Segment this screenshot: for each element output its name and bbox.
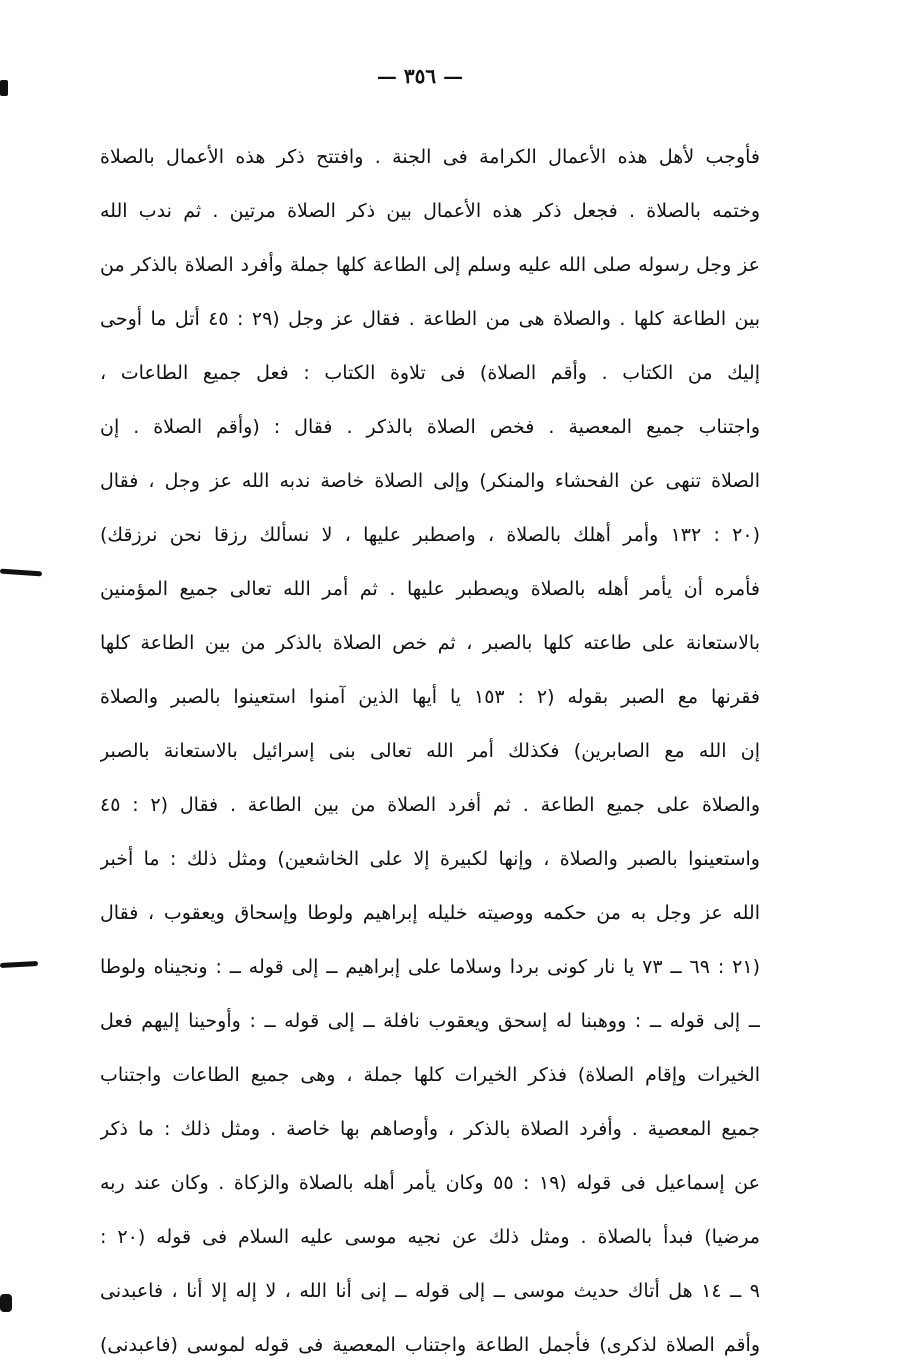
text-line: وختمه بالصلاة . فجعل ذكر هذه الأعمال بين ذكر الصلاة مرتين . ثم ندب الله	[100, 200, 760, 222]
text-line: فقرنها مع الصبر بقوله (٢ : ١٥٣ يا أيها الذين آمنوا استعينوا بالصبر والصلاة	[100, 686, 760, 708]
text-line: عن إسماعيل فى قوله (١٩ : ٥٥ وكان يأمر أهله بالصلاة والزكاة . وكان عند ربه	[100, 1172, 760, 1194]
text-line: جميع المعصية . وأفرد الصلاة بالذكر ، وأوصاهم بها خاصة . ومثل ذلك : ما ذكر	[100, 1118, 760, 1140]
text-line: (٢٠ : ١٣٢ وأمر أهلك بالصلاة ، واصطبر عليها ، لا نسألك رزقا نحن نرزقك)	[100, 524, 760, 546]
text-line: إن الله مع الصابرين) فكذلك أمر الله تعالى بنى إسرائيل بالاستعانة بالصبر	[100, 740, 760, 762]
page-number: — ٣٥٦ —	[376, 64, 464, 88]
text-line: إليك من الكتاب . وأقم الصلاة) فى تلاوة الكتاب : فعل جميع الطاعات ،	[100, 362, 760, 384]
text-line: واجتناب جميع المعصية . فخص الصلاة بالذكر . فقال : (وأقم الصلاة . إن	[100, 416, 760, 438]
scan-edge-mark	[0, 569, 42, 577]
text-line: ٩ ــ ١٤ هل أتاك حديث موسى ــ إلى قوله ــ إنى أنا الله ، لا إله إلا أنا ، فاعبدنى	[100, 1280, 760, 1302]
text-line: الصلاة تنهى عن الفحشاء والمنكر) وإلى الصلاة خاصة ندبه الله عز وجل ، فقال	[100, 470, 760, 492]
text-line: مرضيا) فبدأ بالصلاة . ومثل ذلك عن نجيه موسى عليه السلام فى قوله (٢٠ :	[100, 1226, 760, 1248]
text-line: والصلاة على جميع الطاعة . ثم أفرد الصلاة من بين الطاعة . فقال (٢ : ٤٥	[100, 794, 760, 816]
text-line: وأقم الصلاة لذكرى) فأجمل الطاعة واجتناب المعصية فى قوله لموسى (فاعبدنى)	[100, 1334, 760, 1356]
text-line: بالاستعانة على طاعته كلها بالصبر ، ثم خص الصلاة بالذكر من بين الطاعة كلها	[100, 632, 760, 654]
text-line: واستعينوا بالصبر والصلاة ، وإنها لكبيرة إلا على الخاشعين) ومثل ذلك : ما أخبر	[100, 848, 760, 870]
scan-edge-mark	[0, 961, 38, 968]
text-line: ــ إلى قوله ــ : ووهبنا له إسحق ويعقوب نافلة ــ إلى قوله ــ : وأوحينا إليهم فعل	[100, 1010, 760, 1032]
text-line: فأمره أن يأمر أهله بالصلاة ويصطبر عليها . ثم أمر الله تعالى جميع المؤمنين	[100, 578, 760, 600]
text-line: بين الطاعة كلها . والصلاة هى من الطاعة . فقال عز وجل (٢٩ : ٤٥ أتل ما أوحى	[100, 308, 760, 330]
text-line: فأوجب لأهل هذه الأعمال الكرامة فى الجنة . وافتتح ذكر هذه الأعمال بالصلاة	[100, 146, 760, 168]
text-line: عز وجل رسوله صلى الله عليه وسلم إلى الطاعة كلها جملة وأفرد الصلاة بالذكر من	[100, 254, 760, 276]
text-line: (٢١ : ٦٩ ــ ٧٣ يا نار كونى بردا وسلاما على إبراهيم ــ إلى قوله ــ : ونجيناه ولوطا	[100, 956, 760, 978]
scan-edge-mark	[0, 1294, 12, 1312]
text-line: الخيرات وإقام الصلاة) فذكر الخيرات كلها جملة ، وهى جميع الطاعات واجتناب	[100, 1064, 760, 1086]
text-line: الله عز وجل به من حكمه ووصيته خليله إبراهيم ولوطا وإسحاق ويعقوب ، فقال	[100, 902, 760, 924]
body-text	[100, 130, 760, 1360]
